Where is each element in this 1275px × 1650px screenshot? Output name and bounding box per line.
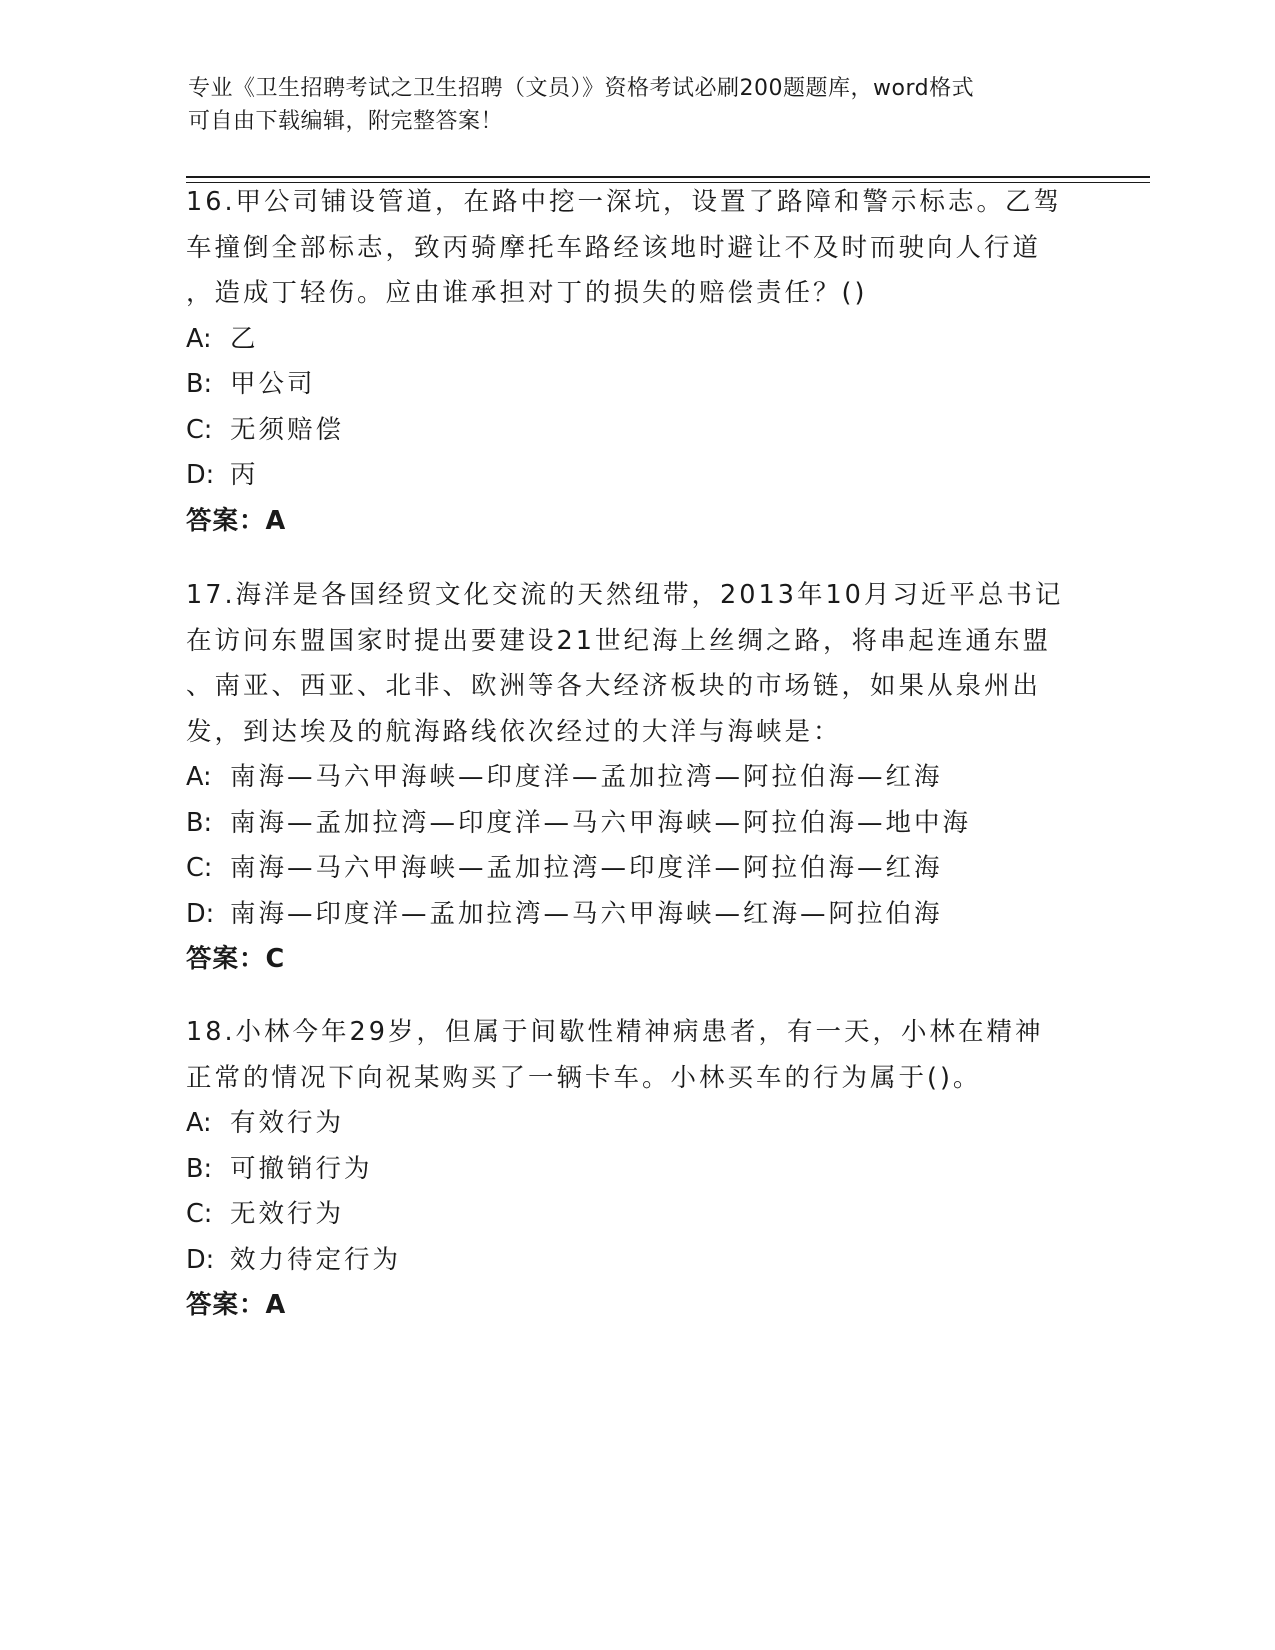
option-letter: B: — [186, 1153, 213, 1184]
option-a — [186, 755, 1086, 801]
stem-line: 18.小林今年29岁，但属于间歇性精神病患者，有一天，小林在精神 — [186, 1017, 1044, 1047]
option-b — [186, 801, 1086, 847]
option-d — [186, 1238, 1086, 1284]
option-c — [186, 408, 1086, 454]
option-c — [186, 1192, 1086, 1238]
option-letter: C: — [186, 1199, 213, 1229]
stem-line: 在访问东盟国家时提出要建设21世纪海上丝绸之路，将串起连通东盟 — [186, 625, 1051, 656]
stem-line: 发，到达埃及的航海路线依次经过的大洋与海峡是： — [186, 716, 842, 747]
option-a — [186, 1101, 1086, 1147]
option-d — [186, 892, 1086, 938]
option-letter: A: — [186, 323, 212, 354]
option-text: 南海—印度洋—孟加拉湾—马六甲海峡—红海—阿拉伯海 — [230, 898, 943, 929]
answer-label: 答案：A — [186, 1290, 287, 1320]
answer-label: 答案：C — [186, 944, 286, 974]
header-line-1: 专业《卫生招聘考试之卫生招聘（文员）》资格考试必刷200题题库，word格式 — [188, 76, 975, 101]
option-text: 乙 — [230, 323, 259, 354]
option-text: 无效行为 — [230, 1199, 345, 1229]
option-letter: D: — [186, 898, 215, 929]
option-b — [186, 362, 1086, 408]
option-text: 丙 — [230, 460, 259, 490]
option-b — [186, 1147, 1086, 1193]
header-divider-thick — [186, 176, 1150, 178]
option-text: 甲公司 — [230, 369, 316, 399]
stem-line: ，造成丁轻伤。应由谁承担对丁的损失的赔偿责任？() — [186, 278, 868, 308]
option-text: 南海—孟加拉湾—印度洋—马六甲海峡—阿拉伯海—地中海 — [230, 807, 972, 838]
document-header — [188, 72, 1088, 138]
stem-line: 车撞倒全部标志，致丙骑摩托车路经该地时避让不及时而驶向人行道 — [186, 232, 1042, 263]
option-a — [186, 317, 1086, 363]
stem-line: 16.甲公司铺设管道，在路中挖一深坑，设置了路障和警示标志。乙驾 — [186, 187, 1063, 217]
option-letter: B: — [186, 807, 213, 838]
question-stem — [186, 1010, 1086, 1101]
question-stem — [186, 573, 1086, 755]
option-text: 可撤销行为 — [230, 1153, 373, 1184]
option-c — [186, 846, 1086, 892]
option-text: 南海—马六甲海峡—孟加拉湾—印度洋—阿拉伯海—红海 — [230, 853, 943, 883]
option-text: 无须赔偿 — [230, 414, 345, 445]
question-stem — [186, 180, 1086, 317]
answer-label: 答案：A — [186, 505, 287, 536]
question-18 — [186, 1010, 1086, 1329]
stem-line: 正常的情况下向祝某购买了一辆卡车。小林买车的行为属于()。 — [186, 1062, 982, 1093]
option-text: 南海—马六甲海峡—印度洋—孟加拉湾—阿拉伯海—红海 — [230, 762, 943, 792]
stem-line: 17.海洋是各国经贸文化交流的天然纽带，2013年10月习近平总书记 — [186, 580, 1064, 610]
option-letter: A: — [186, 762, 212, 792]
option-text: 有效行为 — [230, 1108, 345, 1138]
option-letter: D: — [186, 460, 215, 490]
option-text: 效力待定行为 — [230, 1244, 402, 1275]
option-letter: A: — [186, 1108, 212, 1138]
option-d — [186, 453, 1086, 499]
header-line-2: 可自由下载编辑，附完整答案！ — [188, 109, 504, 134]
option-letter: C: — [186, 853, 213, 883]
question-16 — [186, 180, 1086, 544]
stem-line: 、南亚、西亚、北非、欧洲等各大经济板块的市场链，如果从泉州出 — [186, 671, 1042, 701]
option-letter: D: — [186, 1244, 215, 1275]
option-letter: B: — [186, 369, 213, 399]
option-letter: C: — [186, 414, 213, 445]
question-17 — [186, 573, 1086, 983]
